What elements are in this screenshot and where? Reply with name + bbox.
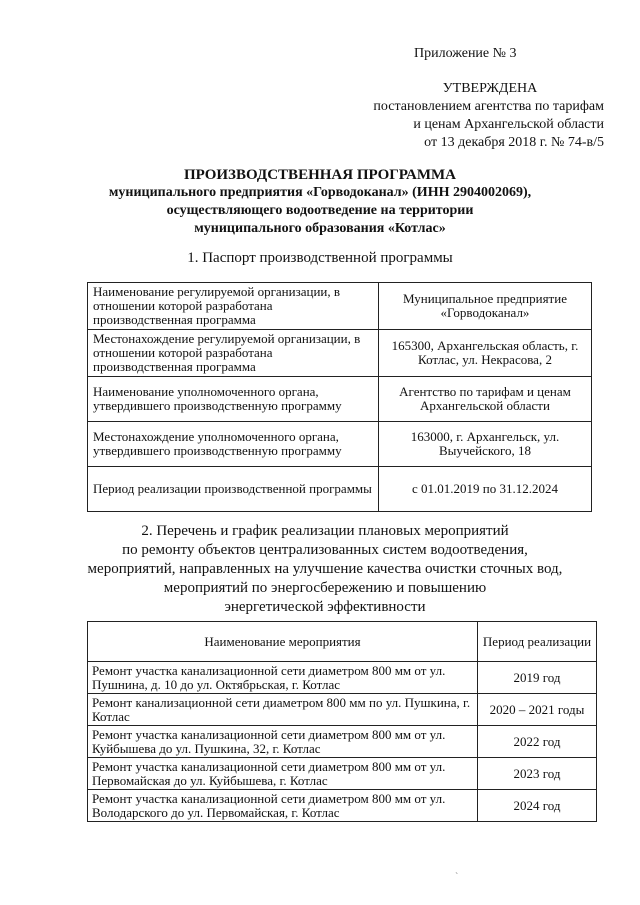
measure-period: 2023 год [478,758,597,790]
measure-period: 2024 год [478,790,597,822]
section-2-heading [60,522,590,617]
title-line-3: осуществляющего водоотведение на территории [166,203,474,218]
appendix-number: Приложение № 3 [414,46,517,61]
table-row [88,726,597,758]
table-header-row [88,622,597,662]
measure-period: 2020 – 2021 годы [478,694,597,726]
measure-name: Ремонт участка канализационной сети диаметром 800 мм от ул. Первомайская до ул. Куйбышева, г. Котлас [88,758,478,790]
table-row [88,422,592,467]
passport-value: Муниципальное предприятие «Горводоканал» [379,283,592,330]
table-row [88,467,592,512]
table-row [88,662,597,694]
section-2-line-1: 2. Перечень и график реализации плановых мероприятий [141,523,509,539]
passport-value: 163000, г. Архангельск, ул. Выучейского, 18 [379,422,592,467]
table-row [88,330,592,377]
column-header-name: Наименование мероприятия [88,622,478,662]
section-2-line-4: мероприятий по энергосбережению и повышению [163,580,487,596]
approved-line-1: постановлением агентства по тарифам [373,99,604,114]
title-line-2: муниципального предприятия «Горводоканал» (ИНН 2904002069), [108,185,532,200]
passport-label: Период реализации производственной программы [88,467,379,512]
passport-table [87,282,592,512]
approval-stamp [304,80,604,152]
title-line-1: ПРОИЗВОДСТВЕННАЯ ПРОГРАММА [183,167,456,183]
approved-heading: УТВЕРЖДЕНА [442,81,538,96]
section-2-line-3: мероприятий, направленных на улучшение качества очистки сточных вод, [87,561,563,577]
document-title [60,166,580,238]
passport-label: Местонахождение уполномоченного органа, утвердившего производственную программу [88,422,379,467]
table-row [88,694,597,726]
section-2-line-2: по ремонту объектов централизованных систем водоотведения, [122,542,528,558]
scan-mark: ` [455,872,459,883]
measures-table [87,621,597,822]
passport-label: Наименование уполномоченного органа, утвердившего производственную программу [88,377,379,422]
measure-name: Ремонт участка канализационной сети диаметром 800 мм от ул. Куйбышева до ул. Пушкина, 32, г. Котлас [88,726,478,758]
passport-label: Местонахождение регулируемой организации, в отношении которой разработана производственная программа [88,330,379,377]
approved-line-3: от 13 декабря 2018 г. № 74-в/5 [424,135,604,150]
table-row [88,283,592,330]
measure-name: Ремонт канализационной сети диаметром 800 мм по ул. Пушкина, г. Котлас [88,694,478,726]
table-row [88,790,597,822]
passport-label: Наименование регулируемой организации, в отношении которой разработана производственная программа [88,283,379,330]
table-row [88,377,592,422]
passport-value: 165300, Архангельская область, г. Котлас, ул. Некрасова, 2 [379,330,592,377]
measure-period: 2019 год [478,662,597,694]
measure-period: 2022 год [478,726,597,758]
approved-line-2: и ценам Архангельской области [413,117,604,132]
passport-value: с 01.01.2019 по 31.12.2024 [379,467,592,512]
measure-name: Ремонт участка канализационной сети диаметром 800 мм от ул. Пушнина, д. 10 до ул. Октябрьская, г. Котлас [88,662,478,694]
section-1-heading: 1. Паспорт производственной программы [187,250,453,266]
passport-value: Агентство по тарифам и ценам Архангельской области [379,377,592,422]
column-header-period: Период реализации [478,622,597,662]
table-row [88,758,597,790]
measure-name: Ремонт участка канализационной сети диаметром 800 мм от ул. Володарского до ул. Первомайская, г. Котлас [88,790,478,822]
title-line-4: муниципального образования «Котлас» [194,221,446,236]
section-2-line-5: энергетической эффективности [224,599,426,615]
